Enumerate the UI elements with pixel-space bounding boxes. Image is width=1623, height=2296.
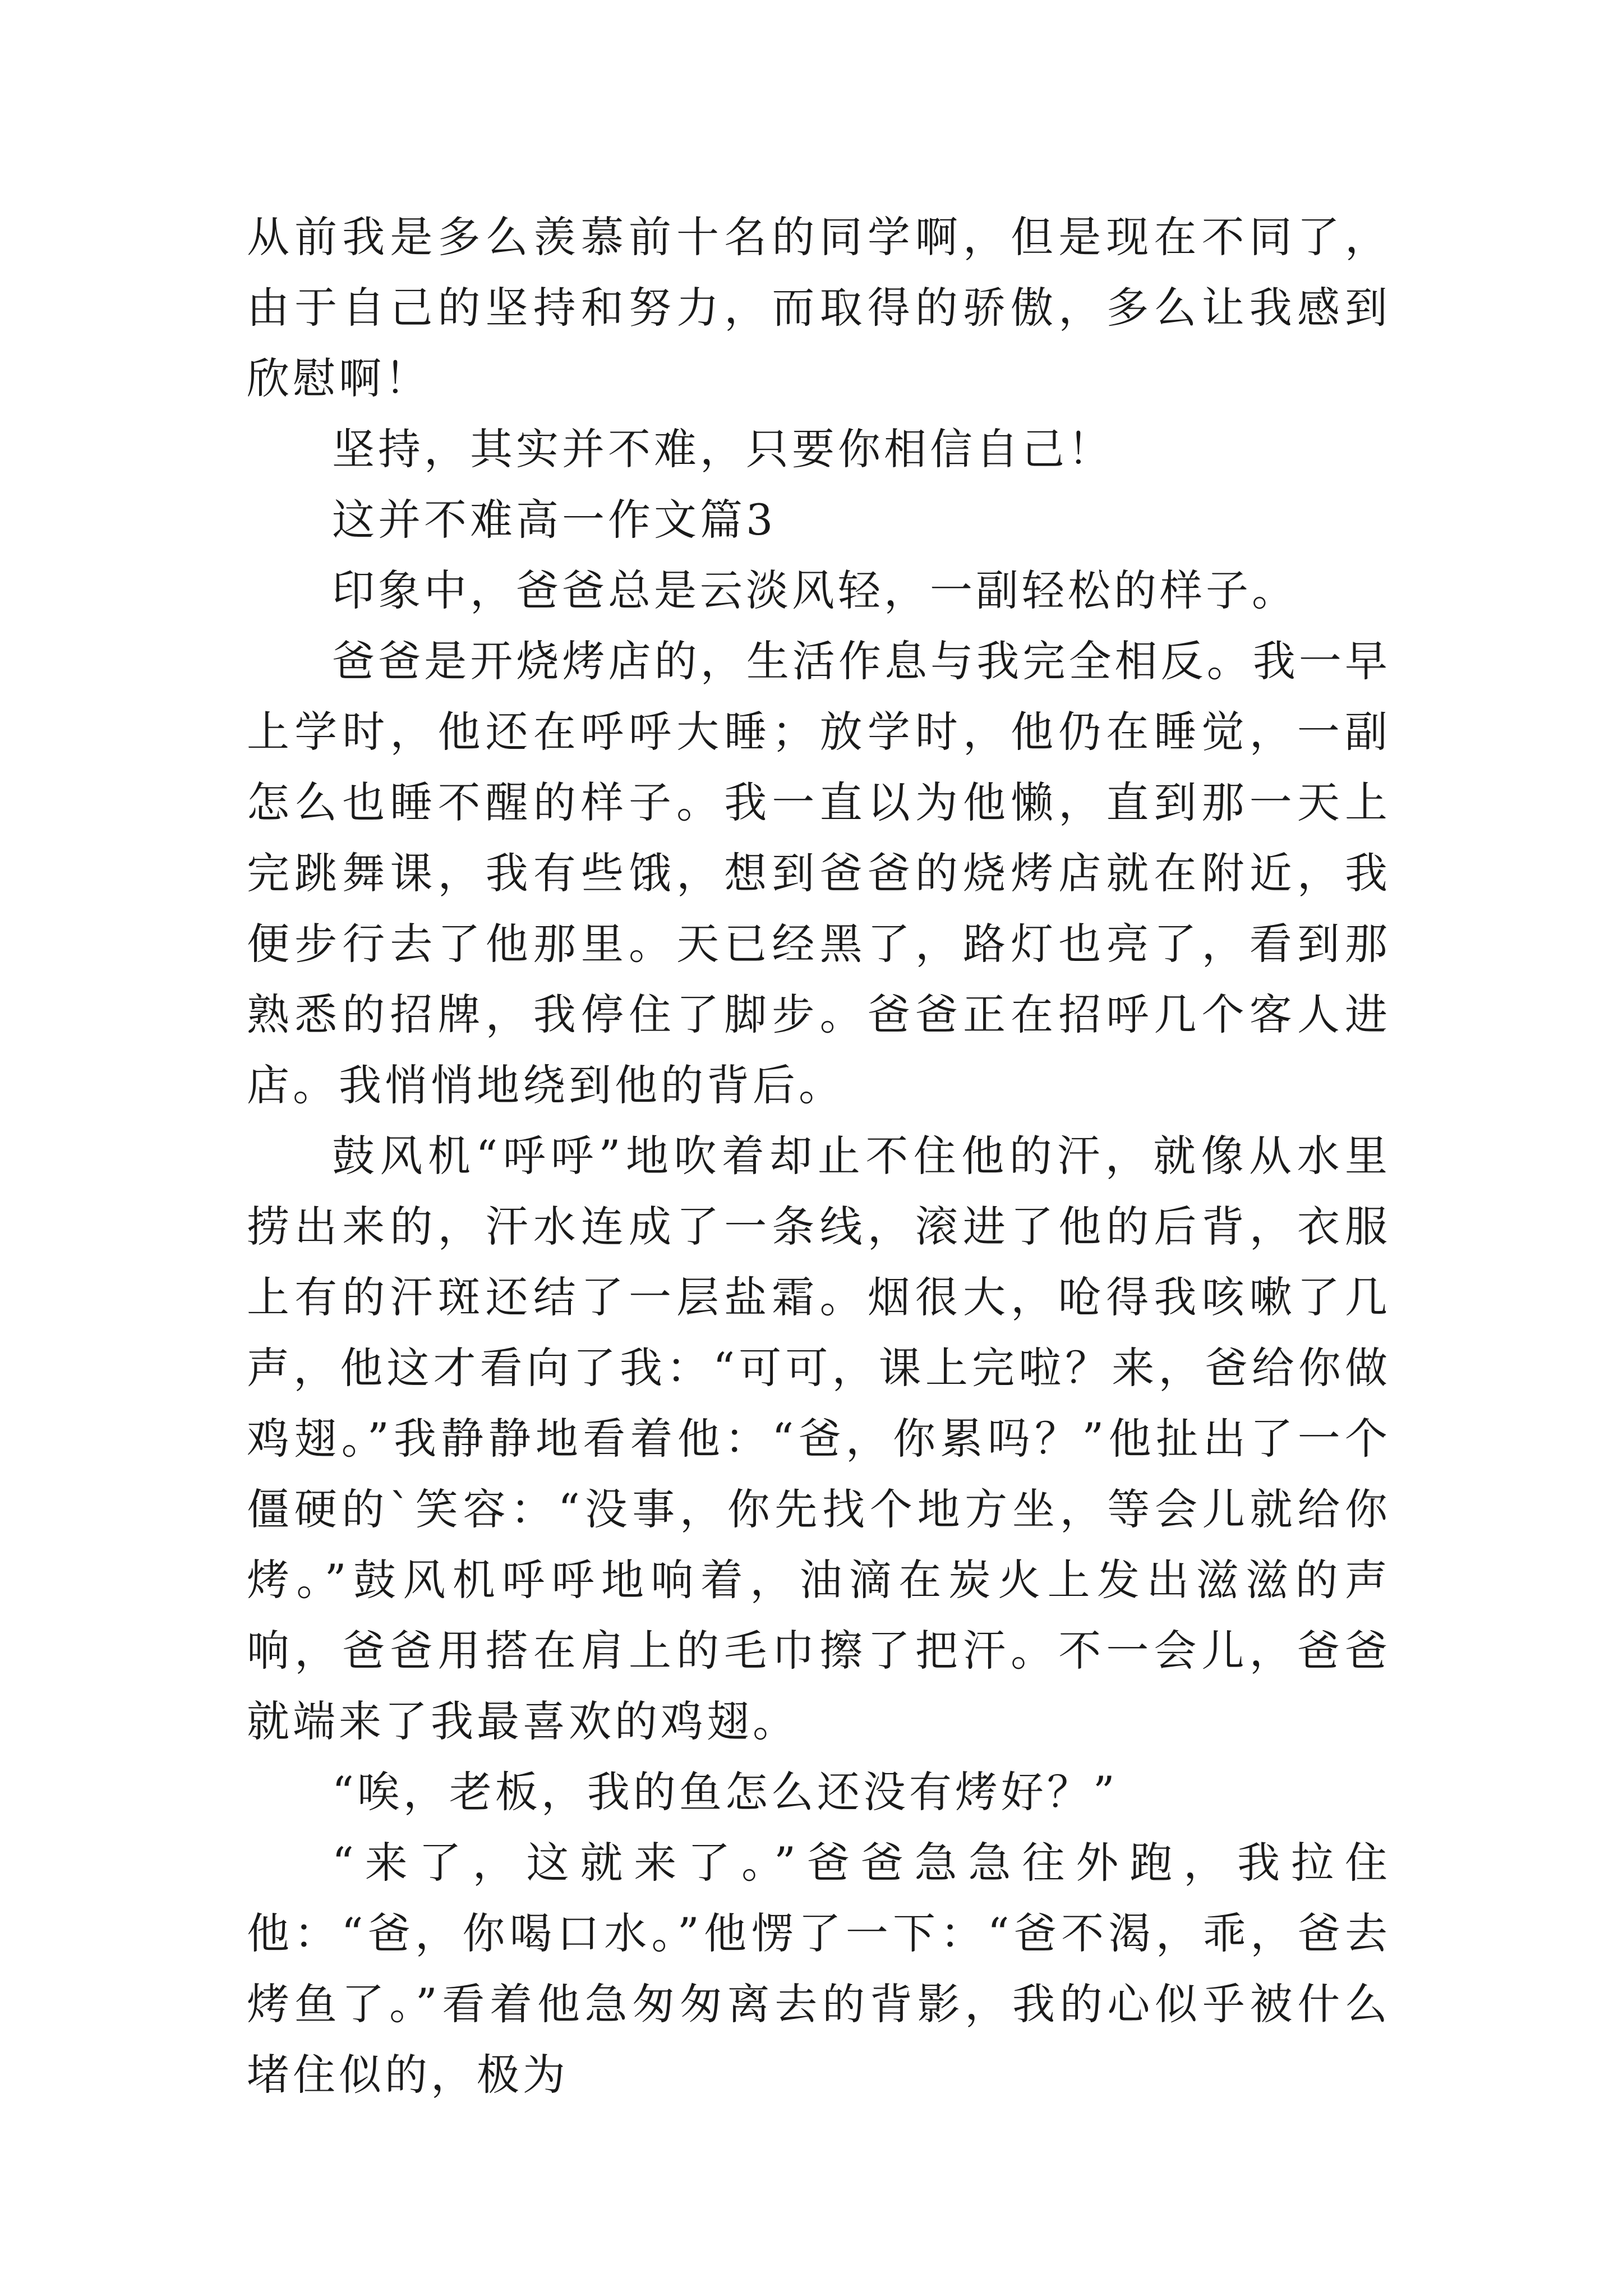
- essay-body: [247, 202, 1391, 2110]
- section-heading: 这并不难高一作文篇3: [332, 495, 777, 545]
- paragraph-7: “唉，老板，我的鱼怎么还没有烤好？”: [332, 1767, 1118, 1817]
- paragraph-5: 爸爸是开烧烤店的，生活作息与我完全相反。我一早上学时，他还在呼呼大睡；放学时，他仍在睡觉，一副怎么也睡不醒的样子。我一直以为他懒，直到那一天上完跳舞课，我有些饿，想到爸爸的烧烤店就在附近，我便步行去了他那里。天已经黑了，路灯也亮了，看到那熟悉的招牌，我停住了脚步。爸爸正在招呼几个客人进店。我悄悄地绕到他的背后。: [247, 636, 1391, 1110]
- paragraph-6: 鼓风机“呼呼”地吹着却止不住他的汗，就像从水里捞出来的，汗水连成了一条线，滚进了他的后背，衣服上有的汗斑还结了一层盐霜。烟很大，呛得我咳嗽了几声，他这才看向了我：“可可，课上完啦？来，爸给你做鸡翅。”我静静地看着他：“爸，你累吗？”他扯出了一个僵硬的`笑容：“没事，你先找个地方坐，等会儿就给你烤。”鼓风机呼呼地响着，油滴在炭火上发出滋滋的声响，爸爸用搭在肩上的毛巾擦了把汗。不一会儿，爸爸就端来了我最喜欢的鸡翅。: [247, 1131, 1391, 1746]
- paragraph-8: “来了，这就来了。”爸爸急急往外跑，我拉住他：“爸，你喝口水。”他愣了一下：“爸不渴，乖，爸去烤鱼了。”看着他急匆匆离去的背影，我的心似乎被什么堵住似的，极为: [247, 1838, 1391, 2100]
- paragraph-2: 坚持，其实并不难，只要你相信自己！: [332, 424, 1114, 474]
- paragraph-1: 从前我是多么羡慕前十名的同学啊，但是现在不同了，由于自己的坚持和努力，而取得的骄傲，多么让我感到欣慰啊！: [247, 212, 1391, 403]
- paragraph-4: 印象中，爸爸总是云淡风轻，一副轻松的样子。: [332, 565, 1298, 615]
